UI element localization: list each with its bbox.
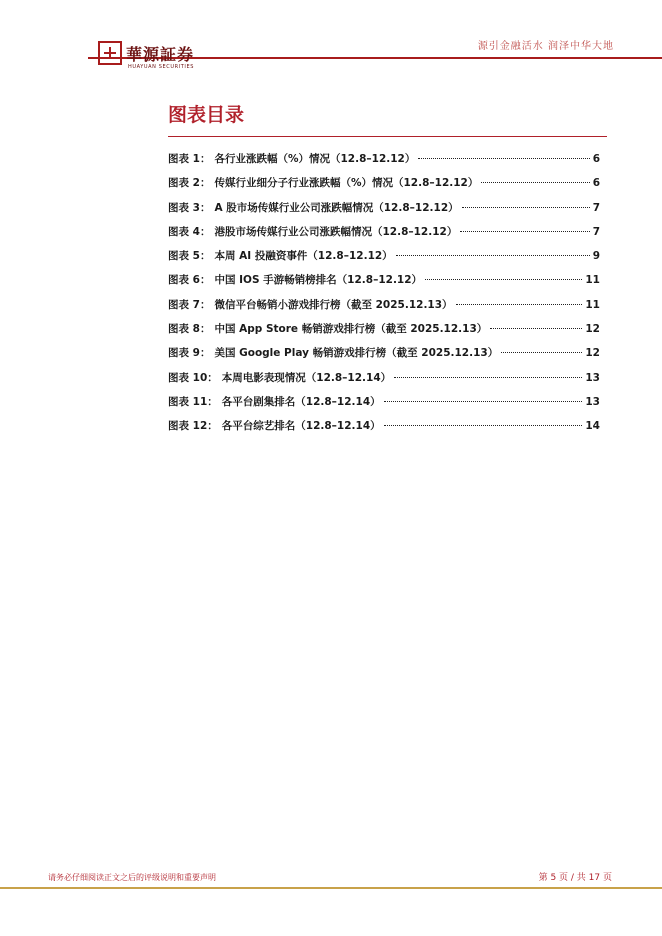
toc-entry-label: 图表 6：	[168, 274, 211, 287]
toc-entry-text: 各平台剧集排名（12.8–12.14）	[221, 395, 381, 408]
toc-leader-dots	[456, 304, 583, 305]
toc-entry[interactable]	[168, 224, 600, 248]
toc-entry[interactable]	[168, 321, 600, 345]
footer-page-number: 第 5 页 / 共 17 页	[538, 873, 612, 883]
toc-entry-text: 中国 IOS 手游畅销榜排名（12.8–12.12）	[214, 274, 423, 287]
title-rule	[168, 136, 607, 137]
toc-entry-label: 图表 10：	[168, 371, 218, 384]
toc-entry-page: 12	[585, 323, 600, 336]
toc-entry-text: 港股市场传媒行业公司涨跌幅情况（12.8–12.12）	[214, 225, 458, 238]
toc-entry-text: 传媒行业细分子行业涨跌幅（%）情况（12.8–12.12）	[214, 177, 479, 190]
toc-entry-page: 13	[585, 395, 600, 408]
toc-entry[interactable]	[168, 370, 600, 394]
toc-leader-dots	[384, 401, 583, 402]
toc-entry-label: 图表 4：	[168, 225, 211, 238]
footer-disclaimer: 请务必仔细阅读正文之后的评级说明和重要声明	[48, 873, 216, 882]
toc-title: 图表目录	[168, 104, 245, 126]
toc-entry[interactable]	[168, 248, 600, 272]
toc-entry[interactable]	[168, 272, 600, 296]
toc-leader-dots	[462, 207, 590, 208]
toc-entry-label: 图表 8：	[168, 323, 211, 336]
toc-leader-dots	[396, 255, 590, 256]
toc-entry-page: 11	[585, 274, 600, 287]
toc-leader-dots	[460, 231, 589, 232]
toc-entry[interactable]	[168, 345, 600, 369]
toc-entry-page: 7	[592, 225, 600, 238]
toc-entry-text: 本周 AI 投融资事件（12.8–12.12）	[214, 250, 393, 263]
toc-entry-label: 图表 1：	[168, 153, 211, 165]
toc-entry-label: 图表 2：	[168, 177, 211, 190]
toc-leader-dots	[490, 328, 582, 329]
toc-leader-dots	[425, 279, 582, 280]
toc-leader-dots	[481, 182, 589, 183]
toc-entry-page: 7	[592, 201, 600, 214]
toc-entry-label: 图表 5：	[168, 250, 211, 263]
toc-entry-page: 12	[585, 347, 600, 360]
toc-entry[interactable]	[168, 151, 600, 175]
toc-entry-text: A 股市场传媒行业公司涨跌幅情况（12.8–12.12）	[214, 201, 459, 214]
company-name: 華源証券	[126, 45, 195, 64]
company-logo	[98, 41, 208, 73]
toc-leader-dots	[418, 158, 589, 159]
toc-entry-text: 中国 App Store 畅销游戏排行榜（截至 2025.12.13）	[214, 323, 488, 336]
logo-seal-icon	[98, 41, 122, 65]
toc-entry-text: 美国 Google Play 畅销游戏排行榜（截至 2025.12.13）	[214, 347, 499, 360]
toc-entry[interactable]	[168, 175, 600, 199]
toc-entry[interactable]	[168, 297, 600, 321]
header-slogan: 源引金融活水 润泽中华大地	[477, 41, 614, 52]
toc-entry-label: 图表 9：	[168, 347, 211, 360]
toc-entry[interactable]	[168, 418, 600, 442]
toc-entry-page: 14	[585, 420, 600, 433]
company-name-en: HUAYUAN SECURITIES	[128, 64, 195, 70]
toc-entry-page: 9	[592, 250, 600, 263]
toc-entry-label: 图表 7：	[168, 298, 211, 311]
toc-list	[168, 151, 600, 443]
toc-entry[interactable]	[168, 394, 600, 418]
toc-leader-dots	[394, 377, 582, 378]
toc-entry-text: 微信平台畅销小游戏排行榜（截至 2025.12.13）	[214, 298, 453, 311]
toc-entry[interactable]	[168, 200, 600, 224]
toc-entry-text: 本周电影表现情况（12.8–12.14）	[221, 371, 392, 384]
toc-entry-label: 图表 3：	[168, 201, 211, 214]
toc-entry-text: 各平台综艺排名（12.8–12.14）	[221, 420, 381, 433]
toc-entry-label: 图表 12：	[168, 420, 218, 433]
footer-rule	[0, 887, 662, 889]
toc-entry-text: 各行业涨跌幅（%）情况（12.8–12.12）	[214, 153, 416, 165]
toc-entry-label: 图表 11：	[168, 395, 218, 408]
toc-entry-page: 11	[585, 298, 600, 311]
toc-entry-page: 6	[592, 153, 600, 165]
toc-leader-dots	[501, 352, 582, 353]
toc-entry-page: 6	[592, 177, 600, 190]
toc-entry-page: 13	[585, 371, 600, 384]
toc-leader-dots	[384, 425, 583, 426]
